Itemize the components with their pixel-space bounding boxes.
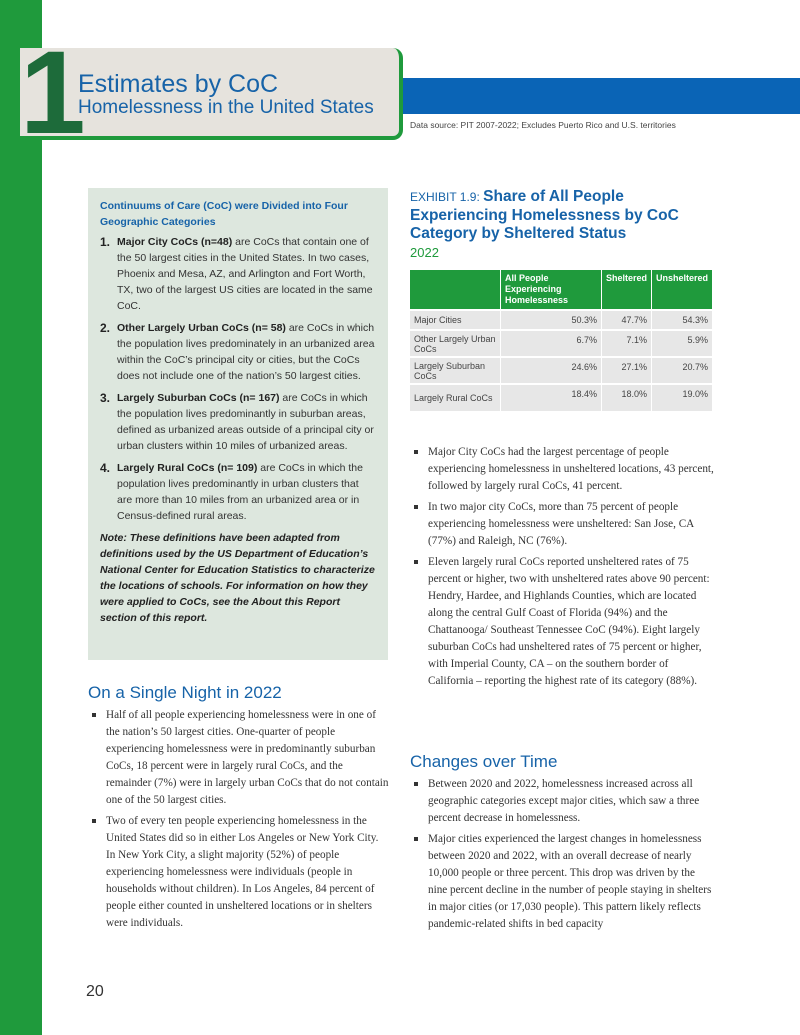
column-header: Sheltered [601, 270, 651, 310]
table-cell: 19.0% [651, 384, 712, 411]
table-row [410, 330, 713, 357]
exhibit-year: 2022 [410, 244, 439, 260]
definition-term: Other Largely Urban CoCs (n= 58) [117, 322, 286, 334]
definition-text: are CoCs in which the population lives predominately in an urbanized area within the CoC’s principal city or cities, but the CoCs does not include one of the nation’s 50 largest cities. [117, 322, 375, 382]
definitions-note: Note: These definitions have been adapted from definitions used by the US Department of Education’s National Center for Education Statistics to characterize the locations of schools. For information on how they were applied to CoCs, see the About this Report section of this report. [100, 532, 375, 624]
column-header: Unsheltered [651, 270, 712, 310]
exhibit-bullets [412, 444, 715, 694]
definition-term: Major City CoCs (n=48) [117, 236, 233, 248]
definition-number: 2. [100, 321, 111, 335]
row-label: Largely Rural CoCs [410, 384, 501, 411]
header-blue-bar [403, 78, 800, 114]
definition-number: 1. [100, 235, 111, 249]
single-night-bullets [90, 707, 390, 936]
table-cell: 54.3% [651, 310, 712, 330]
table-cell: 18.0% [601, 384, 651, 411]
definition-text: are CoCs in which the population lives predominantly in suburban areas, defined as urbanized areas outside of a principal city or urban clusters within 10 miles of urbanized areas. [117, 392, 374, 452]
data-source-note: Data source: PIT 2007-2022; Excludes Puerto Rico and U.S. territories [410, 120, 676, 130]
table-cell: 47.7% [601, 310, 651, 330]
list-item: Between 2020 and 2022, homelessness increased across all geographic categories except major cities, which saw a three percent decrease in homelessness. [412, 776, 715, 827]
page-number: 20 [86, 983, 104, 1000]
row-label: Major Cities [410, 310, 501, 330]
row-label: Other Largely Urban CoCs [410, 330, 501, 357]
table-header-row [410, 270, 713, 310]
table-cell: 50.3% [501, 310, 602, 330]
table-cell: 27.1% [601, 357, 651, 384]
exhibit-title: Share of All People Experiencing Homelessness by CoC Category by Sheltered Status [410, 188, 679, 242]
definitions-heading: Continuums of Care (CoC) were Divided into Four Geographic Categories [100, 200, 348, 228]
row-label: Largely Suburban CoCs [410, 357, 501, 384]
changes-heading: Changes over Time [410, 752, 558, 771]
page-subtitle: Homelessness in the United States [78, 97, 374, 118]
definition-item [100, 234, 376, 314]
table-row [410, 357, 713, 384]
table-cell: 5.9% [651, 330, 712, 357]
definition-item [100, 320, 376, 384]
list-item: Major cities experienced the largest changes in homelessness between 2020 and 2022, with an overall decrease of nearly 10,000 people or three percent. This drop was driven by the nine percent decline in the number of people staying in shelters in major cities (or 17,030 people). This pattern likely reflects pandemic-related shifts in bed capacity [412, 831, 715, 933]
table-cell: 6.7% [501, 330, 602, 357]
table-cell: 24.6% [501, 357, 602, 384]
table-cell: 18.4% [501, 384, 602, 411]
list-item: Two of every ten people experiencing homelessness in the United States did so in either Los Angeles or New York City. In New York City, a slight majority (52%) of people experiencing homelessness were individuals (people in households without children). In Los Angeles, 84 percent of people either counted in unsheltered locations or in shelters were individuals. [90, 813, 390, 932]
list-item: Eleven largely rural CoCs reported unsheltered rates of 75 percent or higher, two with unsheltered rates above 90 percent: Hendry, Hardee, and Highlands Counties, which are located along the central Gulf Coast of Florida (94%) and the Chattanooga/ Southeast Tennessee CoC (94%). Eight largely suburban CoCs had unsheltered rates of 75 percent or higher, with Imperial County, CA – on the southern border of California – reporting the highest rate of its category (88%). [412, 554, 715, 690]
column-header: All People Experiencing Homelessness [501, 270, 602, 310]
definitions-list [100, 234, 376, 524]
definition-item [100, 460, 376, 524]
definition-number: 3. [100, 391, 111, 405]
list-item: Half of all people experiencing homelessness were in one of the nation’s 50 largest cities. One-quarter of people experiencing homelessness were in predominantly suburban CoCs, 18 percent were in largely rural CoCs, and the remainder (7%) were in largely urban CoCs that do not contain one of the 50 largest cities. [90, 707, 390, 809]
table-corner-cell [410, 270, 501, 310]
table-row [410, 310, 713, 330]
definitions-box [88, 188, 388, 660]
definition-text: are CoCs that contain one of the 50 largest cities in the United States. In two cases, Phoenix and Mesa, AZ, and Arlington and Fort Worth, TX, two of the largest US cities are located in the same CoC. [117, 236, 373, 312]
page-title: Estimates by CoC [78, 70, 279, 98]
chapter-number: 1 [20, 27, 82, 159]
exhibit-heading [410, 188, 720, 262]
table-cell: 7.1% [601, 330, 651, 357]
list-item: Major City CoCs had the largest percentage of people experiencing homelessness in unsheltered locations, 43 percent, followed by largely rural CoCs, 41 percent. [412, 444, 715, 495]
definition-term: Largely Suburban CoCs (n= 167) [117, 392, 280, 404]
definition-term: Largely Rural CoCs (n= 109) [117, 462, 258, 474]
definition-item [100, 390, 376, 454]
list-item: In two major city CoCs, more than 75 percent of people experiencing homelessness were unsheltered: San Jose, CA (77%) and Raleigh, NC (76%). [412, 499, 715, 550]
exhibit-label: EXHIBIT 1.9: [410, 190, 484, 204]
definition-number: 4. [100, 461, 111, 475]
exhibit-table [410, 270, 713, 411]
changes-bullets [412, 776, 715, 937]
table-row [410, 384, 713, 411]
single-night-heading: On a Single Night in 2022 [88, 683, 282, 702]
table-cell: 20.7% [651, 357, 712, 384]
definition-text: are CoCs in which the population lives predominantly in urban clusters that are more than 10 miles from an urbanized area or in Census-defined rural areas. [117, 462, 363, 522]
